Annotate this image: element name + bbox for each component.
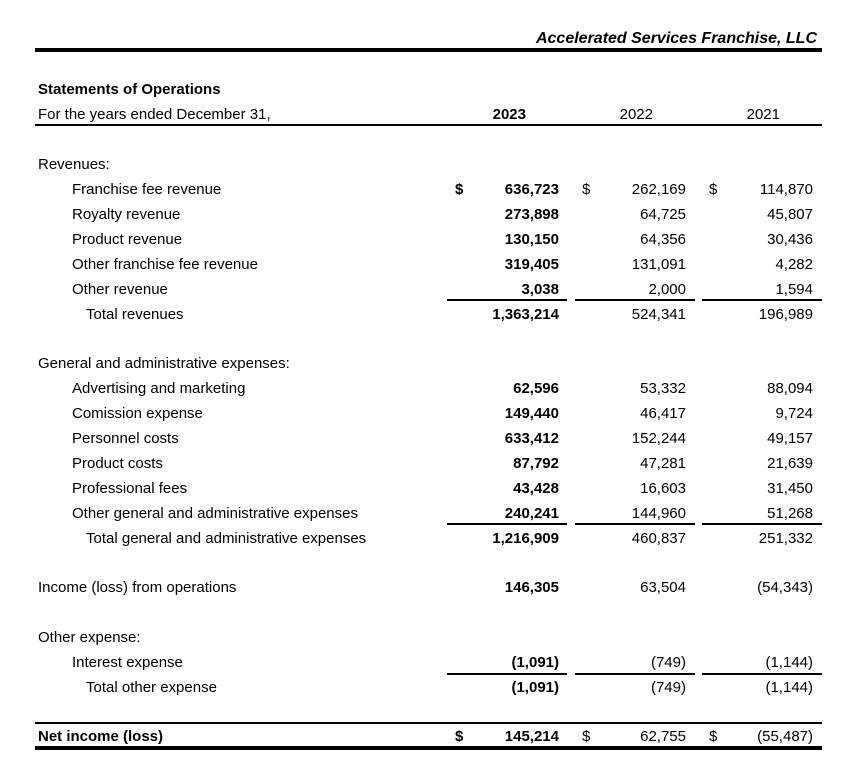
row-label: Other revenue: [72, 281, 168, 298]
statement-title: Statements of Operations: [38, 81, 221, 98]
value-2021: (1,144): [765, 654, 813, 671]
total-row: [0, 306, 852, 328]
subtotal-rule: [447, 673, 567, 675]
value-2023: (1,091): [511, 679, 559, 696]
value-2023: 87,792: [513, 455, 559, 472]
value-2022: 47,281: [640, 455, 686, 472]
header-rule: [35, 48, 822, 52]
value-2023: (1,091): [511, 654, 559, 671]
subtotal-rule: [575, 673, 695, 675]
value-2022: 144,960: [631, 505, 686, 522]
value-2021: (1,144): [765, 679, 813, 696]
value-2023: 130,150: [504, 231, 559, 248]
currency-symbol: $: [709, 728, 718, 745]
value-2022: 524,341: [631, 306, 686, 323]
value-2023: 149,440: [504, 405, 559, 422]
section-heading-ga-expenses: General and administrative expenses:: [38, 355, 290, 372]
value-2023: 633,412: [504, 430, 559, 447]
value-2021: 251,332: [758, 530, 813, 547]
value-2022: 131,091: [631, 256, 686, 273]
row-label: Comission expense: [72, 405, 203, 422]
row-label: Professional fees: [72, 480, 188, 497]
value-2022: (749): [650, 679, 686, 696]
value-2021: 51,268: [767, 505, 813, 522]
total-row: [0, 530, 852, 552]
row-label: Product revenue: [72, 231, 183, 248]
value-2022: 46,417: [640, 405, 686, 422]
value-2021: 31,450: [767, 480, 813, 497]
table-row: [0, 231, 852, 253]
row-label: Royalty revenue: [72, 206, 181, 223]
table-row: [0, 181, 852, 203]
row-label: Total general and administrative expenses: [86, 530, 367, 547]
statement-period: For the years ended December 31,: [38, 106, 271, 123]
value-2023: 145,214: [504, 728, 559, 745]
column-header-2022: 2022: [619, 106, 653, 123]
row-label: Franchise fee revenue: [72, 181, 222, 198]
currency-symbol: $: [455, 181, 464, 198]
subtotal-rule: [702, 299, 822, 301]
value-2021: 9,724: [775, 405, 813, 422]
subtotal-rule: [575, 299, 695, 301]
currency-symbol: $: [582, 181, 591, 198]
currency-symbol: $: [582, 728, 591, 745]
column-header-rule: [35, 124, 822, 126]
subtotal-rule: [575, 523, 695, 525]
value-2021: 49,157: [767, 430, 813, 447]
value-2022: 53,332: [640, 380, 686, 397]
row-label: Total revenues: [86, 306, 184, 323]
value-2023: 636,723: [504, 181, 559, 198]
value-2021: 1,594: [775, 281, 813, 298]
total-row: [0, 679, 852, 701]
value-2023: 1,216,909: [492, 530, 559, 547]
value-2022: 2,000: [648, 281, 686, 298]
row-label: Product costs: [72, 455, 163, 472]
value-2023: 240,241: [504, 505, 559, 522]
table-row: [0, 256, 852, 278]
value-2023: 62,596: [513, 380, 559, 397]
row-label: Other franchise fee revenue: [72, 256, 258, 273]
subtotal-rule: [702, 523, 822, 525]
value-2021: (55,487): [757, 728, 813, 745]
value-2023: 319,405: [504, 256, 559, 273]
section-heading-other-expense: Other expense:: [38, 629, 141, 646]
row-label: Personnel costs: [72, 430, 179, 447]
subtotal-rule: [447, 523, 567, 525]
value-2021: 196,989: [758, 306, 813, 323]
column-header-2023: 2023: [492, 106, 526, 123]
value-2023: 3,038: [521, 281, 559, 298]
value-2022: 63,504: [640, 579, 686, 596]
table-row: [0, 455, 852, 477]
net-income-double-rule: [35, 746, 822, 750]
value-2022: 64,356: [640, 231, 686, 248]
value-2023: 1,363,214: [492, 306, 559, 323]
value-2021: 21,639: [767, 455, 813, 472]
table-row: [0, 430, 852, 452]
table-row: [0, 206, 852, 228]
table-row: [0, 480, 852, 502]
value-2023: 146,305: [504, 579, 559, 596]
currency-symbol: $: [709, 181, 718, 198]
net-income-top-rule: [35, 722, 822, 724]
row-label: Income (loss) from operations: [38, 579, 237, 596]
value-2022: 460,837: [631, 530, 686, 547]
row-label: Net income (loss): [38, 728, 164, 745]
value-2022: 64,725: [640, 206, 686, 223]
section-heading-revenues: Revenues:: [38, 156, 110, 173]
table-row: [0, 380, 852, 402]
income-from-operations-row: [0, 579, 852, 601]
value-2022: (749): [650, 654, 686, 671]
row-label: Other general and administrative expenses: [72, 505, 358, 522]
currency-symbol: $: [455, 728, 464, 745]
value-2023: 43,428: [513, 480, 559, 497]
value-2022: 262,169: [631, 181, 686, 198]
value-2021: 88,094: [767, 380, 813, 397]
value-2021: (54,343): [757, 579, 813, 596]
value-2023: 273,898: [504, 206, 559, 223]
value-2021: 30,436: [767, 231, 813, 248]
row-label: Advertising and marketing: [72, 380, 246, 397]
row-label: Interest expense: [72, 654, 183, 671]
subtotal-rule: [447, 299, 567, 301]
value-2021: 114,870: [759, 181, 813, 198]
column-header-2021: 2021: [746, 106, 780, 123]
company-name: Accelerated Services Franchise, LLC: [535, 30, 817, 47]
value-2022: 16,603: [640, 480, 686, 497]
value-2021: 4,282: [775, 256, 813, 273]
value-2022: 152,244: [631, 430, 686, 447]
subtotal-rule: [702, 673, 822, 675]
value-2021: 45,807: [767, 206, 813, 223]
value-2022: 62,755: [640, 728, 686, 745]
row-label: Total other expense: [86, 679, 217, 696]
table-row: [0, 405, 852, 427]
